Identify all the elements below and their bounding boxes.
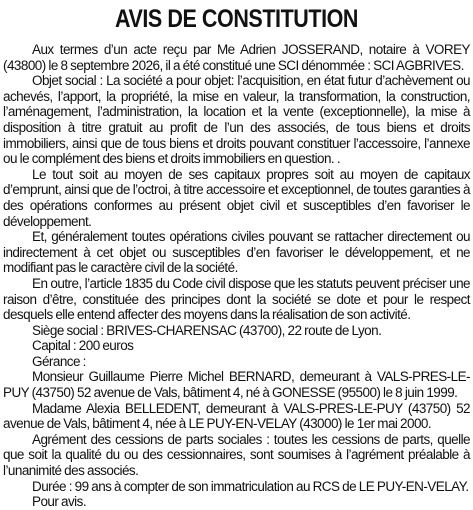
notice-title: AVIS DE CONSTITUTION [114, 5, 359, 33]
paragraph-capitaux: Le tout soit au moyen de ses capitaux propres soit au moyen de capitaux d’emprunt, ainsi que de l’octroi, à titre accessoire et exceptionnel, de toutes garanties à des opérations conformes au présent objet civil et susceptibles d’en favoriser le développement. [3, 166, 470, 229]
paragraph-raison-etre: En outre, l’article 1835 du Code civil dispose que les statuts peuvent préciser une raison d’être, constituée des principes dont la société se dote et pour le respect desquels elle entend affecter des moyens dans la réalisation de son activité. [3, 275, 470, 323]
paragraph-acte: Aux termes d’un acte reçu par Me Adrien JOSSERAND, notaire à VOREY (43800) le 8 septembre 2026, il a été constitué une SCI dénommée : SCI AGBRIVES. [3, 42, 470, 73]
paragraph-capital: Capital : 200 euros [32, 338, 134, 354]
paragraph-operations-civiles: Et, généralement toutes opérations civiles pouvant se rattacher directement ou indirectement à cet objet ou susceptibles d’en favoriser le développement, et ne modifiant pas le caractère civil de la société. [3, 229, 470, 276]
paragraph-gerant-1: Monsieur Guillaume Pierre Michel BERNARD, demeurant à VALS-PRES-LE-PUY (43750) 52 avenue de Vals, bâtiment 4, né à GONESSE (95500) le 8 juin 1999. [3, 369, 470, 401]
notice-body [3, 42, 470, 510]
paragraph-objet-social: Objet social : La société a pour objet: l’acquisition, en état futur d’achèvement ou achevés, l’apport, la propriété, la mise en valeur, la transformation, la construction, l’aménagement, l’administration, la location et la vente (exceptionnelle), la mise à disposition à titre gratuit au profit de l’un des associés, de tous biens et droits immobiliers, ainsi que de tous biens et droits pouvant constituer l’accessoire, l’annexe ou le complément des biens et droits immobiliers en question. . [3, 73, 470, 167]
paragraph-duree: Durée : 99 ans à compter de son immatriculation au RCS de LE PUY-EN-VELAY. [32, 478, 469, 494]
paragraph-pour-avis: Pour avis. [32, 494, 87, 510]
paragraph-siege-social: Siège social : BRIVES-CHARENSAC (43700), 22 route de Lyon. [32, 322, 382, 338]
paragraph-gerant-2: Madame Alexia BELLEDENT, demeurant à VALS-PRES-LE-PUY (43750) 52 avenue de Vals, bâtiment 4, née à LE PUY-EN-VELAY (43000) le 1er mai 2000. [3, 400, 470, 432]
paragraph-gerance: Gérance : [32, 353, 86, 369]
paragraph-agrement: Agrément des cessions de parts sociales : toutes les cessions de parts, quelle que soit la qualité du ou des cessionnaires, sont soumises à l’agrément préalable à l’unanimité des associés. [3, 431, 470, 479]
